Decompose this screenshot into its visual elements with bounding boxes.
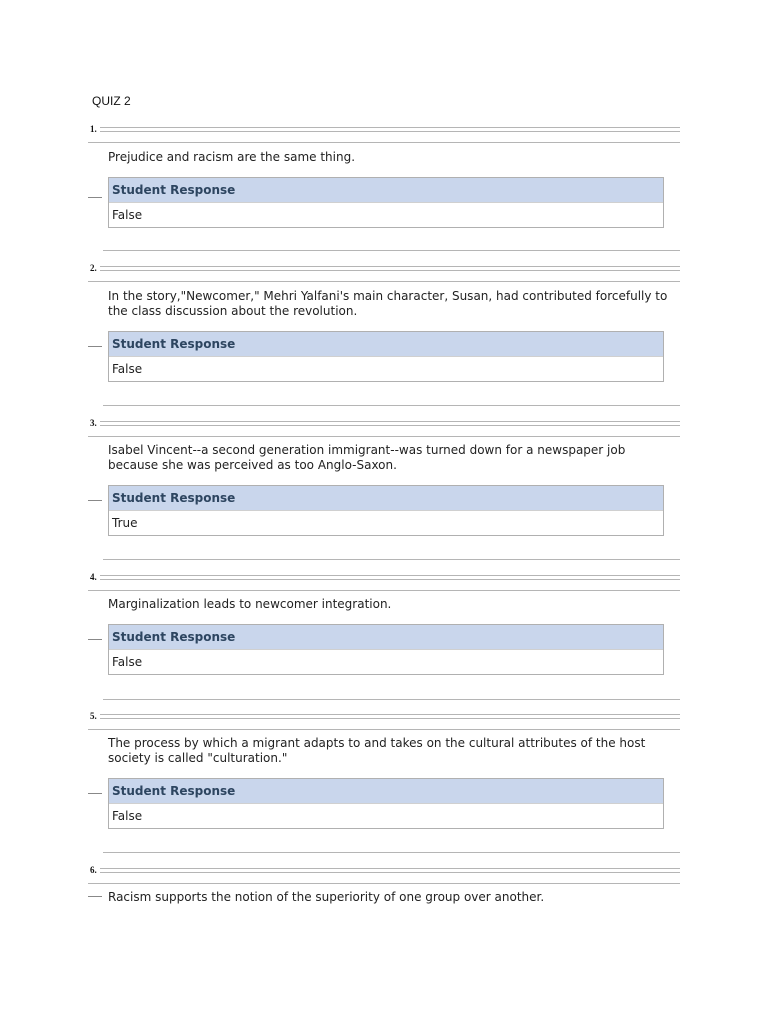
response-header: Student Response	[109, 486, 663, 510]
question-number: 5.	[90, 711, 97, 721]
question-4	[88, 572, 680, 669]
divider	[103, 405, 680, 406]
response-value: False	[109, 202, 663, 227]
divider	[88, 883, 680, 884]
dash-marker	[88, 500, 102, 501]
divider	[100, 266, 680, 271]
question-text: In the story,"Newcomer," Mehri Yalfani's main character, Susan, had contributed forcefully to the class discussion about the revolution.	[108, 289, 668, 318]
response-value: False	[109, 356, 663, 381]
question-number: 1.	[90, 124, 97, 134]
response-header: Student Response	[109, 332, 663, 356]
student-response-box	[108, 624, 664, 675]
divider	[100, 714, 680, 719]
divider	[88, 281, 680, 282]
divider	[100, 421, 680, 426]
divider	[88, 729, 680, 730]
dash-marker	[88, 793, 102, 794]
divider	[103, 559, 680, 560]
divider	[88, 436, 680, 437]
question-text: Racism supports the notion of the superiority of one group over another.	[108, 890, 545, 904]
dash-marker	[88, 896, 102, 897]
question-5	[88, 711, 680, 823]
question-number: 6.	[90, 865, 97, 875]
divider	[88, 590, 680, 591]
question-text: Marginalization leads to newcomer integration.	[108, 597, 392, 611]
response-header: Student Response	[109, 625, 663, 649]
question-2	[88, 263, 680, 376]
divider	[100, 575, 680, 580]
dash-marker	[88, 197, 102, 198]
student-response-box	[108, 331, 664, 382]
divider	[103, 699, 680, 700]
student-response-box	[108, 177, 664, 228]
dash-marker	[88, 639, 102, 640]
question-number: 2.	[90, 263, 97, 273]
dash-marker	[88, 346, 102, 347]
student-response-box	[108, 778, 664, 829]
divider	[103, 250, 680, 251]
question-text: Prejudice and racism are the same thing.	[108, 150, 356, 164]
question-text: The process by which a migrant adapts to and takes on the cultural attributes of the host society is called "culturation."	[108, 736, 646, 765]
divider	[100, 868, 680, 873]
divider	[103, 852, 680, 853]
question-1	[88, 124, 680, 222]
question-number: 4.	[90, 572, 97, 582]
question-number: 3.	[90, 418, 97, 428]
response-value: True	[109, 510, 663, 535]
question-text: Isabel Vincent--a second generation immigrant--was turned down for a newspaper job because she was perceived as too Anglo-Saxon.	[108, 443, 626, 472]
response-value: False	[109, 649, 663, 674]
divider	[88, 142, 680, 143]
divider	[100, 127, 680, 132]
quiz-title: QUIZ 2	[92, 94, 131, 108]
response-header: Student Response	[109, 779, 663, 803]
response-value: False	[109, 803, 663, 828]
response-header: Student Response	[109, 178, 663, 202]
student-response-box	[108, 485, 664, 536]
question-6	[88, 865, 680, 904]
question-3	[88, 418, 680, 530]
